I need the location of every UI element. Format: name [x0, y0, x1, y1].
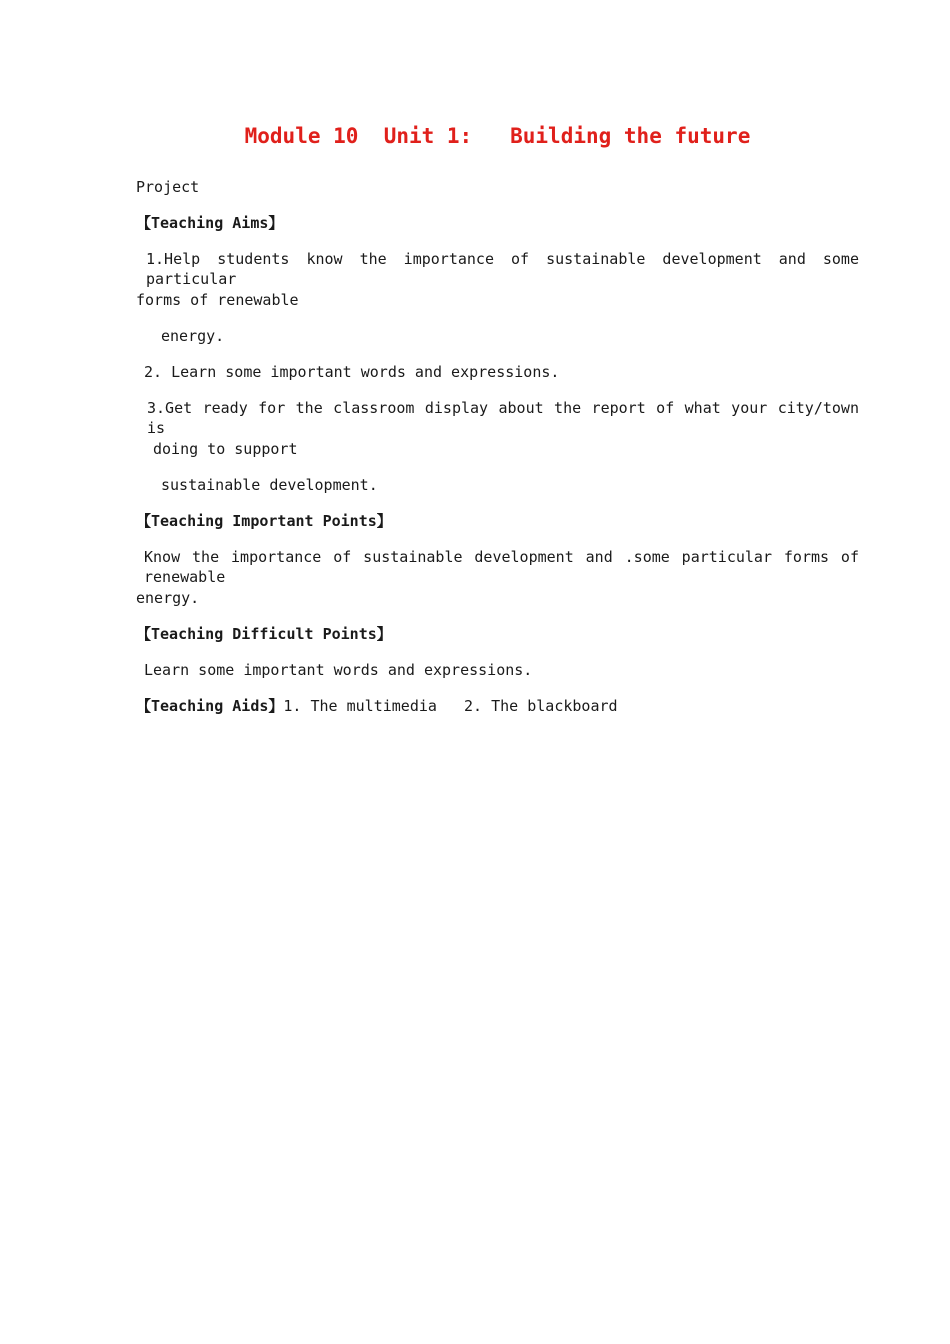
aim-1-line-2: forms of renewable — [136, 291, 299, 309]
aim-3-line-2: doing to support — [153, 440, 298, 458]
teaching-difficult-points-heading: 【Teaching Difficult Points】 — [136, 625, 392, 643]
aim-2-line-1: 2. Learn some important words and expressions. — [144, 363, 560, 381]
document-title: Module 10 Unit 1: Building the future — [244, 124, 751, 148]
teaching-aids-heading: 【Teaching Aids】 — [136, 697, 284, 715]
aim-3-line-3: sustainable development. — [161, 476, 378, 494]
teaching-important-points-heading: 【Teaching Important Points】 — [136, 512, 392, 530]
project-label: Project — [136, 178, 200, 196]
important-points-line-1: Know the importance of sustainable development and .some particular forms of renewable — [144, 548, 859, 586]
important-points-line-2: energy. — [136, 589, 200, 607]
teaching-aims-heading: 【Teaching Aims】 — [136, 214, 284, 232]
aim-1-line-3: energy. — [161, 327, 225, 345]
teaching-aids-row — [136, 696, 618, 716]
aim-1-line-1: 1.Help students know the importance of sustainable development and some particular — [146, 250, 859, 288]
teaching-aids-text: 1. The multimedia 2. The blackboard — [283, 697, 618, 715]
aim-3-line-1: 3.Get ready for the classroom display about the report of what your city/town is — [147, 399, 859, 437]
difficult-points-text: Learn some important words and expressions. — [144, 661, 533, 679]
